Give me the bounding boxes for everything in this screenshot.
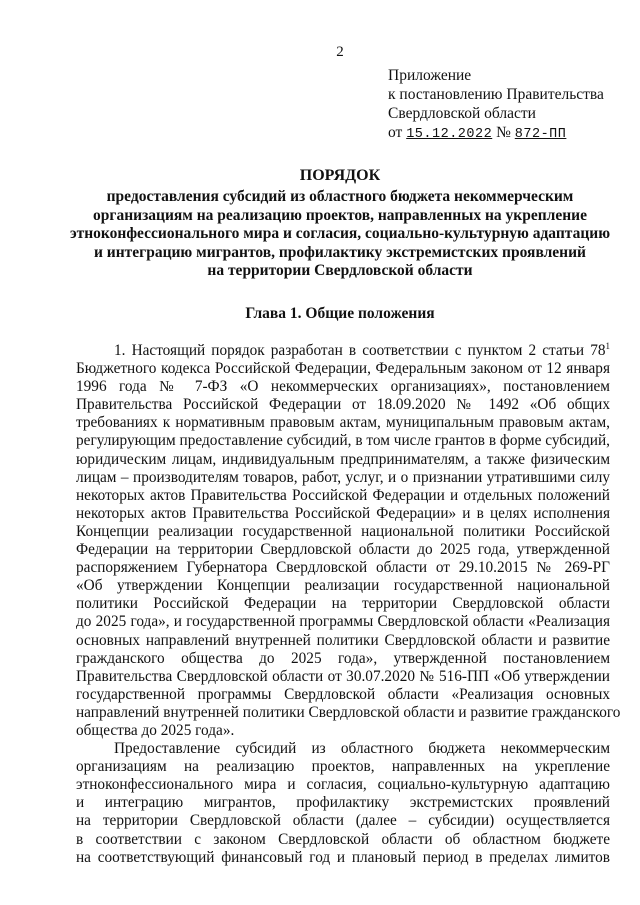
paragraph-1 [76,360,621,740]
document-title [60,166,620,281]
article-superscript: 1 [605,341,610,351]
text-line: регулирующим предоставление субсидий, в том числе грантов в форме субсидий, [76,432,610,450]
title-line: организациям на реализацию проектов, направленных на укрепление [93,206,587,224]
text-line: «Об утверждении Концепции реализации государственной национальной [76,577,610,595]
text-line: Правительства Российской Федерации от 18.09.2020 № 1492 «Об общих [76,396,610,414]
title-line: этноконфессионального мира и согласия, социально-культурную адаптацию [69,225,611,242]
text-line: Предоставление субсидий из областного бюджета некоммерческим [114,740,610,758]
resolution-date: 15.12.2022 [406,127,493,142]
text-line: на соответствующий финансовый год и плановый период в пределах лимитов [76,848,610,866]
text-line: некоторых актов Правительства Российской Федерации и отдельных положений [76,486,610,504]
text-line: основных направлений внутренней политики Свердловской области и развитие [76,631,610,649]
appendix-date-line [388,123,604,144]
appendix-line: Приложение [388,67,472,84]
text-line: Концепции реализации государственной национальной политики Российской [76,522,610,540]
text-line: Правительства Свердловской области от 30.07.2020 № 516-ПП «Об утверждении [76,667,610,685]
date-prefix: от [388,124,403,141]
text-line: этноконфессионального мира и согласия, социально-культурную адаптацию [76,776,610,794]
text-line: государственной программы Свердловской области «Реализация основных [76,685,610,703]
title-line: на территории Свердловской области [207,262,473,279]
title-line: предоставления субсидий из областного бюджета некоммерческим [106,188,574,205]
paragraph-2 [76,740,610,867]
paragraph-1-first-text: 1. Настоящий порядок разработан в соответствии с пунктом 2 статьи 78 [114,342,606,359]
text-line: некоторых актов Правительства Российской Федерации» и в целях исполнения [76,504,610,522]
text-line: и интеграцию мигрантов, профилактику экстремистских проявлений [76,794,610,812]
appendix-line: Свердловской области [388,105,536,122]
title-main: ПОРЯДОК [299,167,381,184]
text-line: политики Российской Федерации на территории Свердловской области [76,595,610,613]
text-line: до 2025 года», и государственной программы Свердловской области «Реализация [76,613,610,631]
title-line: и интеграцию мигрантов, профилактику экстремистских проявлений [94,243,586,261]
chapter-heading: Глава 1. Общие положения [245,305,435,322]
text-line: общества до 2025 года». [76,721,235,739]
appendix-header [388,66,604,144]
number-prefix: № [496,124,511,141]
text-line: Бюджетного кодекса Российской Федерации, Федеральным законом от 12 января [76,360,610,378]
text-line: в соответствии с законом Свердловской области об областном бюджете [76,830,610,848]
text-line: распоряжением Губернатора Свердловской области от 29.10.2015 № 269-РГ [76,559,610,577]
text-line: на территории Свердловской области (далее – субсидии) осуществляется [76,812,610,830]
page-number: 2 [336,44,344,60]
text-line: направлений внутренней политики Свердловской области и развитие гражданского [76,703,621,721]
resolution-number: 872-ПП [514,127,567,142]
text-line: организациям на реализацию проектов, направленных на укрепление [76,758,610,776]
text-line: лицам – производителям товаров, работ, услуг, и о признании утратившими силу [76,468,610,486]
body-text [76,341,621,867]
appendix-line: к постановлению Правительства [388,86,604,103]
text-line: 1996 года № 7-ФЗ «О некоммерческих организациях», постановлением [76,378,610,396]
paragraph-1-first-line [76,342,610,360]
text-line: юридическим лицам, индивидуальным предпринимателям, а также физическим [76,450,610,468]
text-line: гражданского общества до 2025 года», утвержденной постановлением [76,649,610,667]
text-line: требованиях к нормативным правовым актам, муниципальным правовым актам, [76,414,610,432]
text-line: Федерации на территории Свердловской области до 2025 года, утвержденной [76,541,610,559]
